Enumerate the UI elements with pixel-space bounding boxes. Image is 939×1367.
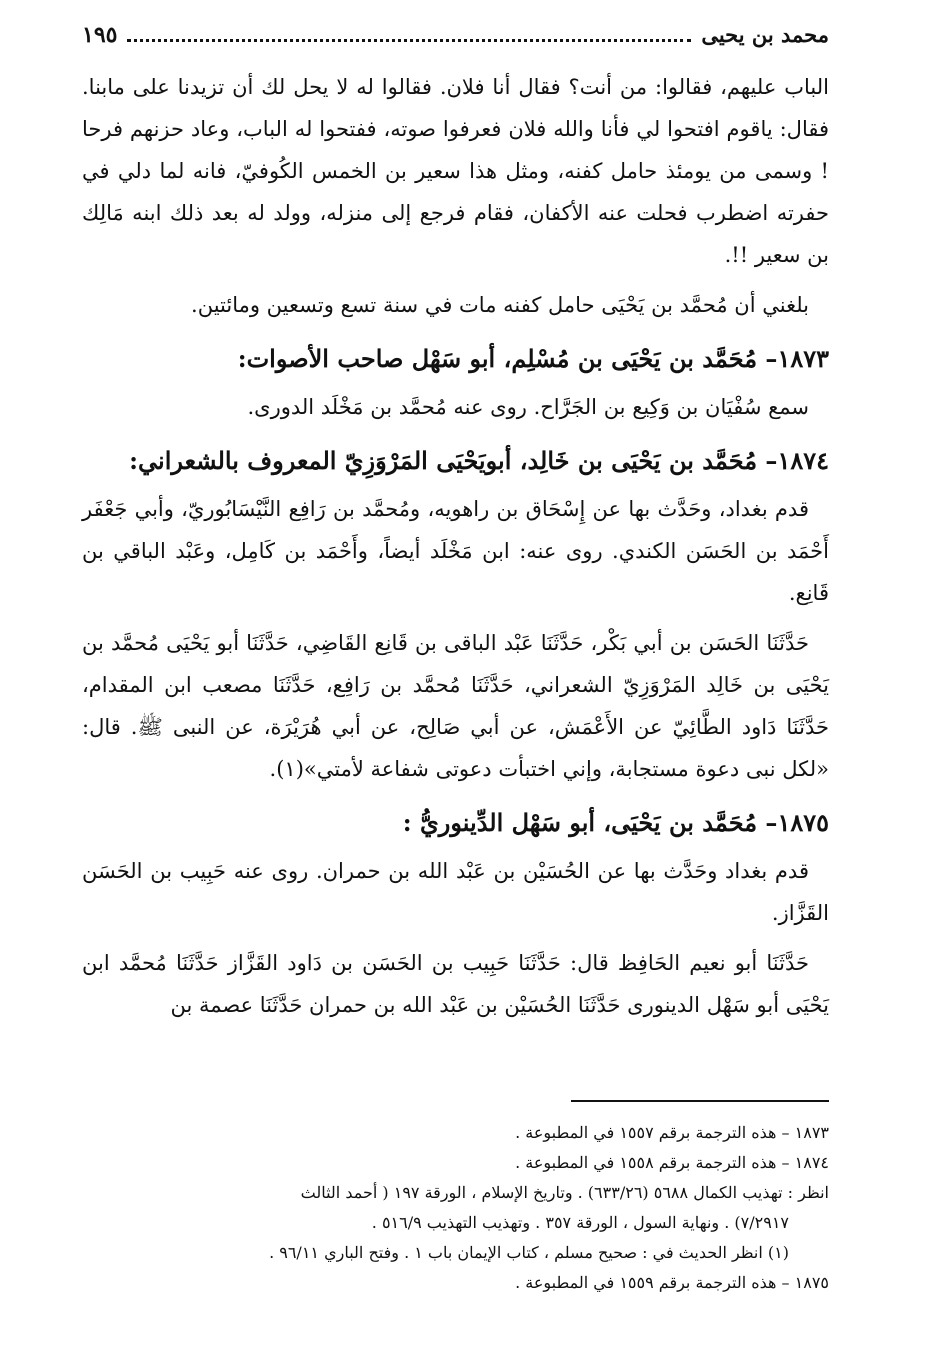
footnote: انظر : تهذيب الكمال ٥٦٨٨ (٦٣٣/٢٦) . وتاريخ الإسلام ، الورقة ١٩٧ ( أحمد الثالث (300, 1183, 829, 1202)
paragraph: قدم بغداد، وحَدَّث بها عن إِسْحَاق بن راهويه، ومُحمَّد بن رَافِع النَّيْسَابُوريّ، وأبي جَعْفَر أَحْمَد بن الحَسَن الكندي. روى عنه: ابن مَخْلَد أيضاً، وأَحْمَد بن كَامِل، وعَبْد الباقي بن قَانِع. (82, 497, 829, 605)
footnote-separator (571, 1100, 829, 1102)
paragraph: سمع سُفْيَان بن وَكِيع بن الجَرَّاح. روى عنه مُحمَّد بن مَخْلَد الدورى. (247, 395, 809, 419)
entry-heading-1874: ١٨٧٤– مُحَمَّد بن يَحْيَى بن خَالِد، أبويَحْيَى المَرْوَزِيّ المعروف بالشعراني: (129, 446, 829, 475)
running-header (82, 22, 829, 66)
paragraph: الباب عليهم، فقالوا: من أنت؟ فقال أنا فلان. فقالوا له لا يحل لك أن تزيدنا على مابنا. فقال: ياقوم افتحوا لي فأنا والله فلان فعرفوا صوته، ففتحوا له الباب، وعاد حزنهم فرحا ! وسمى من يومئذ حامل كفنه، ومثل هذا سعير بن الخمس الكُوفيّ، فانه لما دلي في حفرته اضطرب فحلت عنه الأكفان، فقام فرجع إلى منزله، وولد له بعد ذلك ابنه مَالِك بن سعير !!. (82, 75, 829, 267)
paragraph: بلغني أن مُحمَّد بن يَحْيَى حامل كفنه مات في سنة تسع وتسعين ومائتين. (191, 293, 809, 317)
entry-heading-1875: ١٨٧٥– مُحَمَّد بن يَحْيَى، أبو سَهْل الدِّينوريُّ : (402, 808, 829, 837)
paragraph: حَدَّثَنَا أبو نعيم الحَافِظ قال: حَدَّثَنَا حَبِيب بن الحَسَن بن دَاود القَزَّاز حَدَّثَنَا مُحمَّد ابن يَحْيَى أبو سَهْل الدينورى حَدَّثَنَا الحُسَيْن بن عَبْد الله بن حمران حَدَّثَنَا عصمة بن (82, 951, 829, 1017)
paragraph: قدم بغداد وحَدَّث بها عن الحُسَيْن بن عَبْد الله بن حمران. روى عنه حَبِيب بن الحَسَن القَزَّاز. (82, 859, 829, 925)
running-title: محمد بن يحيى (701, 22, 829, 47)
footnote: ١٨٧٣ – هذه الترجمة برقم ١٥٥٧ في المطبوعة . (515, 1123, 829, 1142)
footnotes (82, 1118, 829, 1298)
footnote: ٧/٢٩١٧) . ونهاية السول ، الورقة ٣٥٧ . وتهذيب التهذيب ٥١٦/٩ . (371, 1213, 789, 1232)
main-text (82, 66, 829, 1026)
footnote: ١٨٧٥ – هذه الترجمة برقم ١٥٥٩ في المطبوعة . (515, 1273, 829, 1292)
entry-heading-1873: ١٨٧٣– مُحَمَّد بن يَحْيَى بن مُسْلِم، أبو سَهْل صاحب الأصوات: (237, 344, 829, 373)
footnote: (١) انظر الحديث في : صحيح مسلم ، كتاب الإيمان باب ١ . وفتح الباري ٩٦/١١ . (269, 1243, 789, 1262)
page-number: ١٩٥ (82, 22, 118, 48)
footnote: ١٨٧٤ – هذه الترجمة برقم ١٥٥٨ في المطبوعة . (515, 1153, 829, 1172)
header-dot-leader (127, 39, 691, 42)
paragraph: حَدَّثَنَا الحَسَن بن أبي بَكْر، حَدَّثَنَا عَبْد الباقى بن قَانِع القَاضِي، حَدَّثَنَا أبو يَحْيَى مُحمَّد بن يَحْيَى بن خَالِد المَرْوَزِيّ الشعراني، حَدَّثَنَا مُحمَّد بن رَافِع، حَدَّثَنَا مصعب ابن المقدام، حَدَّثَنَا دَاود الطَّائِيّ عن الأَعْمَش، عن أبي صَالِح، عن أبي هُرَيْرَة، عن النبى ﷺ. قال: «لكل نبى دعوة مستجابة، وإني اختبأت دعوتى شفاعة لأمتي»(١). (82, 631, 829, 781)
